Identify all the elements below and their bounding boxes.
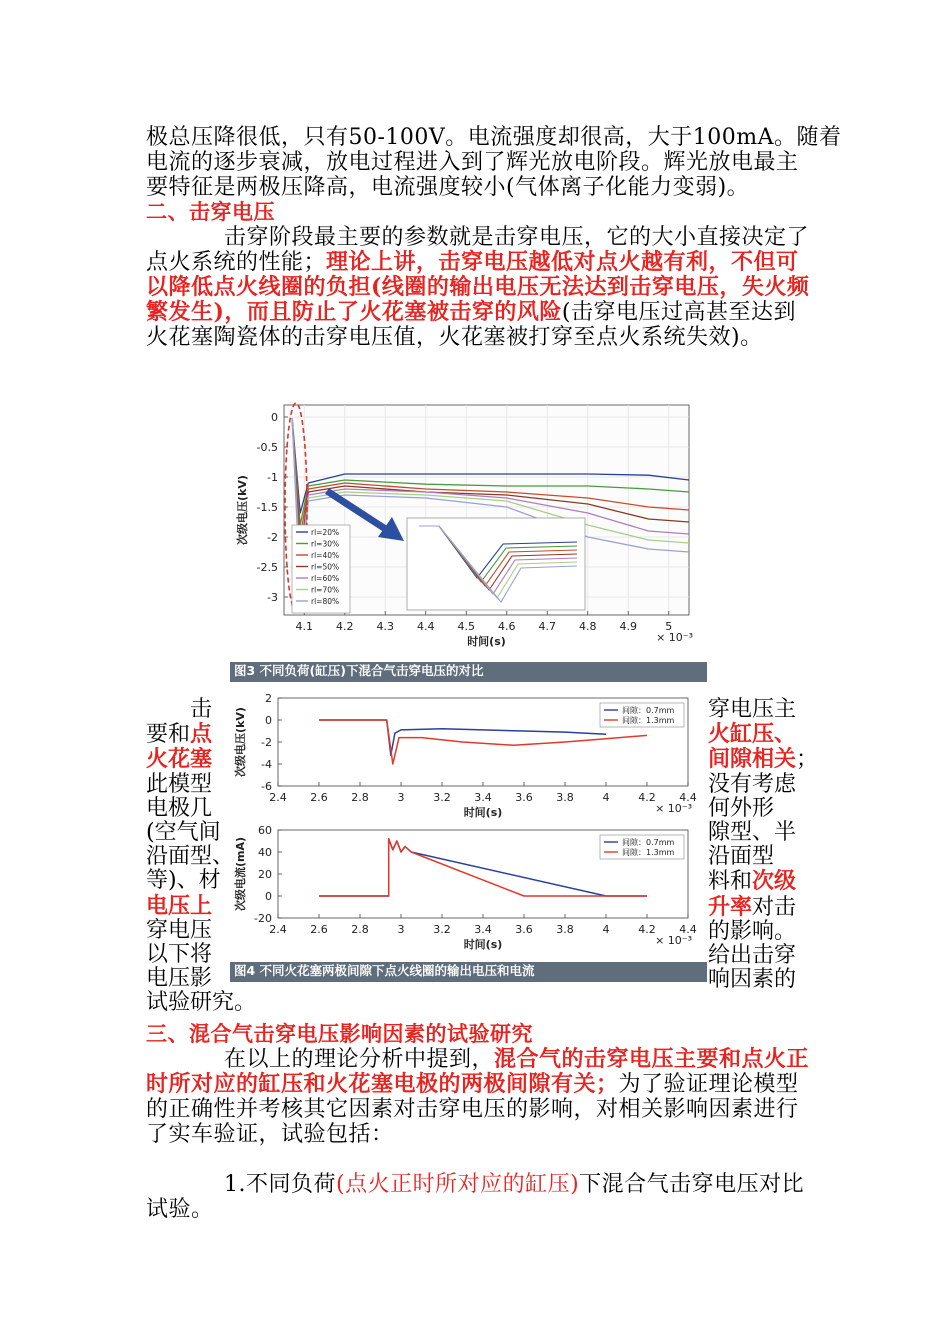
text-span: 在以上的理论分析中提到，: [224, 1047, 495, 1072]
text-line: 击穿阶段最主要的参数就是击穿电压，它的大小直接决定了: [224, 225, 810, 250]
wrap-line: [146, 722, 256, 747]
wrap-line: [146, 919, 256, 943]
text-span: 没有考虑: [708, 771, 797, 797]
text-span: (空气间: [146, 820, 221, 846]
wrap-line: [708, 869, 818, 894]
x-tick-label: 4.4: [679, 923, 697, 936]
legend-label: 间隙：1.3mm: [622, 716, 675, 725]
text-span: 以下将: [146, 942, 213, 968]
x-tick-label: 3.2: [433, 923, 451, 936]
x-tick-label: 3.8: [556, 923, 574, 936]
wrap-text-left: [146, 698, 256, 1016]
x-tick-label: 3.4: [474, 791, 492, 804]
text-span: 料和: [708, 869, 753, 895]
text-span: 试验研究。: [146, 990, 257, 1016]
x-tick-label: 3.6: [515, 791, 533, 804]
text-line: 的正确性并考核其它因素对击穿电压的影响，对相关影响因素进行: [146, 1097, 799, 1122]
x-tick-label: 4.1: [295, 620, 313, 633]
legend-label: rl=50%: [311, 562, 340, 572]
y-tick-label: 60: [258, 824, 272, 837]
legend-label: rl=30%: [311, 539, 340, 549]
x-multiplier: × 10⁻³: [656, 631, 693, 644]
y-tick-label: -2: [261, 736, 272, 749]
x-tick-label: 2.6: [310, 791, 328, 804]
legend-label: 间隙：0.7mm: [622, 706, 675, 715]
text-line: [146, 300, 796, 325]
x-tick-label: 4.3: [376, 620, 394, 633]
wrap-line: [146, 821, 256, 845]
x-tick-label: 4.4: [679, 791, 697, 804]
text-span: 沿面型、: [146, 844, 235, 870]
x-tick-label: 4: [602, 923, 610, 936]
text-line: [146, 1072, 799, 1097]
text-line: [146, 250, 799, 275]
legend-label: 间隙：0.7mm: [622, 838, 675, 847]
x-axis-label: 时间(s): [463, 938, 503, 951]
y-tick-label: -6: [261, 780, 272, 793]
wrap-line: [708, 845, 818, 869]
wrap-line: [708, 722, 818, 747]
x-tick-label: 3.2: [433, 791, 451, 804]
legend-label: rl=20%: [311, 528, 340, 537]
text-span: 的影响。: [708, 918, 797, 944]
text-line: 电流的逐步衰减，放电过程进入到了辉光放电阶段。辉光放电最主: [146, 150, 799, 175]
y-tick-label: 20: [258, 868, 272, 881]
legend-label: rl=80%: [311, 597, 340, 606]
section-heading: 二、击穿电压: [146, 200, 275, 224]
text-line: 极总压降很低，只有50-100V。电流强度却很高，大于100mA。随着: [146, 125, 842, 150]
emphasis-line: 以降低点火线圈的负担(线圈的输出电压无法达到击穿电压，失火频: [146, 274, 810, 300]
wrap-line: [146, 943, 256, 967]
y-axis-label: 次级电压(kV): [234, 707, 247, 777]
x-tick-label: 4.8: [579, 620, 597, 633]
x-tick-label: 3: [397, 791, 405, 804]
x-tick-label: 3.4: [474, 923, 492, 936]
wrap-line: [708, 968, 818, 992]
wrap-line: [146, 773, 256, 797]
y-tick-label: -3: [267, 591, 278, 604]
emphasis-text: 次级: [752, 868, 797, 895]
text-span: 响因素的: [708, 967, 797, 993]
wrap-line: [708, 698, 818, 722]
text-span: 给出击穿: [708, 943, 797, 969]
text-span: 何外形: [708, 795, 775, 821]
emphasis-text: 混合气的击穿电压主要和点火正: [494, 1046, 810, 1072]
y-tick-label: -2: [267, 531, 278, 544]
x-multiplier: × 10⁻³: [655, 802, 692, 815]
figure-3-caption: 图3 不同负荷(缸压)下混合气击穿电压的对比: [230, 662, 707, 682]
x-tick-label: 4: [602, 791, 610, 804]
text-span: ；: [796, 747, 819, 773]
y-tick-label: -20: [254, 912, 272, 925]
legend-label: rl=60%: [311, 574, 340, 583]
section-heading: 三、混合气击穿电压影响因素的试验研究: [146, 1022, 533, 1046]
x-axis-label: 时间(s): [467, 635, 506, 648]
emphasis-text: 火花塞: [146, 746, 213, 773]
text-span: 下混合气击穿电压对比: [579, 1172, 805, 1197]
x-tick-label: 2.8: [351, 791, 369, 804]
text-span: 要和: [146, 722, 191, 748]
y-tick-label: -2.5: [256, 561, 278, 574]
y-axis-label: 次级电流(mA): [234, 836, 247, 912]
emphasis-text: (点火正时所对应的缸压): [336, 1172, 580, 1197]
text-line: 要特征是两极压降高，电流强度较小(气体离子化能力变弱)。: [146, 175, 750, 200]
y-tick-label: 0: [265, 714, 272, 727]
text-span: 对击: [752, 894, 797, 920]
text-span: 穿电压: [146, 917, 213, 943]
x-tick-label: 3.6: [515, 923, 533, 936]
wrap-line: [146, 894, 256, 919]
x-tick-label: 5: [665, 620, 673, 633]
wrap-line: [708, 944, 818, 968]
wrap-text-right: [708, 698, 818, 992]
figure-4: [230, 692, 707, 962]
wrap-line: [708, 895, 818, 920]
text-span: 为了验证理论模型: [618, 1072, 799, 1097]
wrap-line: [146, 967, 256, 991]
text-span: 穿电压主: [708, 697, 797, 722]
text-line: 了实车验证，试验包括：: [146, 1122, 394, 1147]
text-line: 火花塞陶瓷体的击穿电压值，火花塞被打穿至点火系统失效)。: [146, 325, 763, 350]
wrap-line: [146, 869, 256, 893]
text-span: 电压影: [146, 966, 213, 992]
x-tick-label: 4.2: [638, 791, 656, 804]
x-multiplier: × 10⁻³: [655, 934, 692, 947]
figure-4-caption: 图4 不同火花塞两极间隙下点火线圈的输出电压和电流: [230, 962, 707, 982]
list-item: [224, 1172, 804, 1197]
x-tick-label: 4.9: [619, 620, 637, 633]
x-tick-label: 4.2: [336, 620, 354, 633]
figure-3: [232, 395, 707, 660]
wrap-line: [708, 773, 818, 797]
text-span: 1.不同负荷: [224, 1172, 336, 1197]
x-tick-label: 2.4: [269, 791, 287, 804]
x-tick-label: 2.6: [310, 923, 328, 936]
y-tick-label: -1: [267, 471, 278, 484]
y-axis-label: 次级电压(kV): [236, 475, 249, 545]
legend-label: rl=70%: [311, 585, 340, 595]
emphasis-text: 间隙相关: [708, 746, 797, 773]
text-span: 此模型: [146, 771, 213, 797]
figure-4-chart: [230, 692, 707, 962]
legend-label: 间隙：1.3mm: [622, 848, 675, 857]
emphasis-text: 繁发生)，而且防止了火花塞被击穿的风险: [146, 299, 562, 325]
x-tick-label: 3: [397, 923, 405, 936]
emphasis-text: 电压上: [146, 892, 213, 919]
x-tick-label: 4.2: [638, 923, 656, 936]
text-line: 试验。: [146, 1197, 214, 1222]
text-span: 等)、材: [146, 868, 221, 894]
wrap-line: [146, 845, 256, 869]
y-tick-label: 40: [258, 846, 272, 859]
wrap-line: [708, 747, 818, 772]
text-span: 沿面型: [708, 844, 775, 870]
text-span: (击穿电压过高甚至达到: [561, 300, 797, 325]
wrap-line: [708, 821, 818, 845]
x-tick-label: 3.8: [556, 791, 574, 804]
emphasis-text: 理论上讲，击穿电压越低对点火越有利，不但可: [326, 249, 799, 275]
wrap-line: [146, 698, 256, 722]
wrap-line: [146, 797, 256, 821]
y-tick-label: -4: [261, 758, 272, 771]
x-tick-label: 4.4: [417, 620, 435, 633]
emphasis-text: 火缸压、: [708, 721, 797, 748]
y-tick-label: -0.5: [256, 441, 278, 454]
wrap-line: [708, 797, 818, 821]
wrap-line: [146, 747, 256, 772]
x-axis-label: 时间(s): [463, 806, 503, 819]
y-tick-label: 0: [265, 890, 272, 903]
text-span: 隙型、半: [708, 820, 797, 846]
x-tick-label: 4.6: [498, 620, 516, 633]
y-tick-label: -1.5: [256, 501, 278, 514]
figure-3-chart: [232, 395, 707, 660]
legend-label: rl=40%: [311, 551, 340, 560]
text-span: 电极几: [146, 795, 213, 821]
x-tick-label: 4.7: [538, 620, 556, 633]
y-tick-label: 2: [265, 692, 272, 705]
text-line: [224, 1047, 809, 1072]
emphasis-text: 点: [190, 721, 213, 748]
x-tick-label: 2.8: [351, 923, 369, 936]
wrap-line: [146, 991, 256, 1015]
text-span: 击: [146, 697, 213, 722]
text-span: 点火系统的性能；: [146, 250, 327, 275]
y-tick-label: 0: [271, 411, 278, 424]
emphasis-text: 时所对应的缸压和火花塞电极的两极间隙有关；: [146, 1071, 619, 1097]
x-tick-label: 2.4: [269, 923, 287, 936]
wrap-line: [708, 920, 818, 944]
emphasis-text: 升率: [708, 893, 753, 920]
x-tick-label: 4.5: [457, 620, 475, 633]
